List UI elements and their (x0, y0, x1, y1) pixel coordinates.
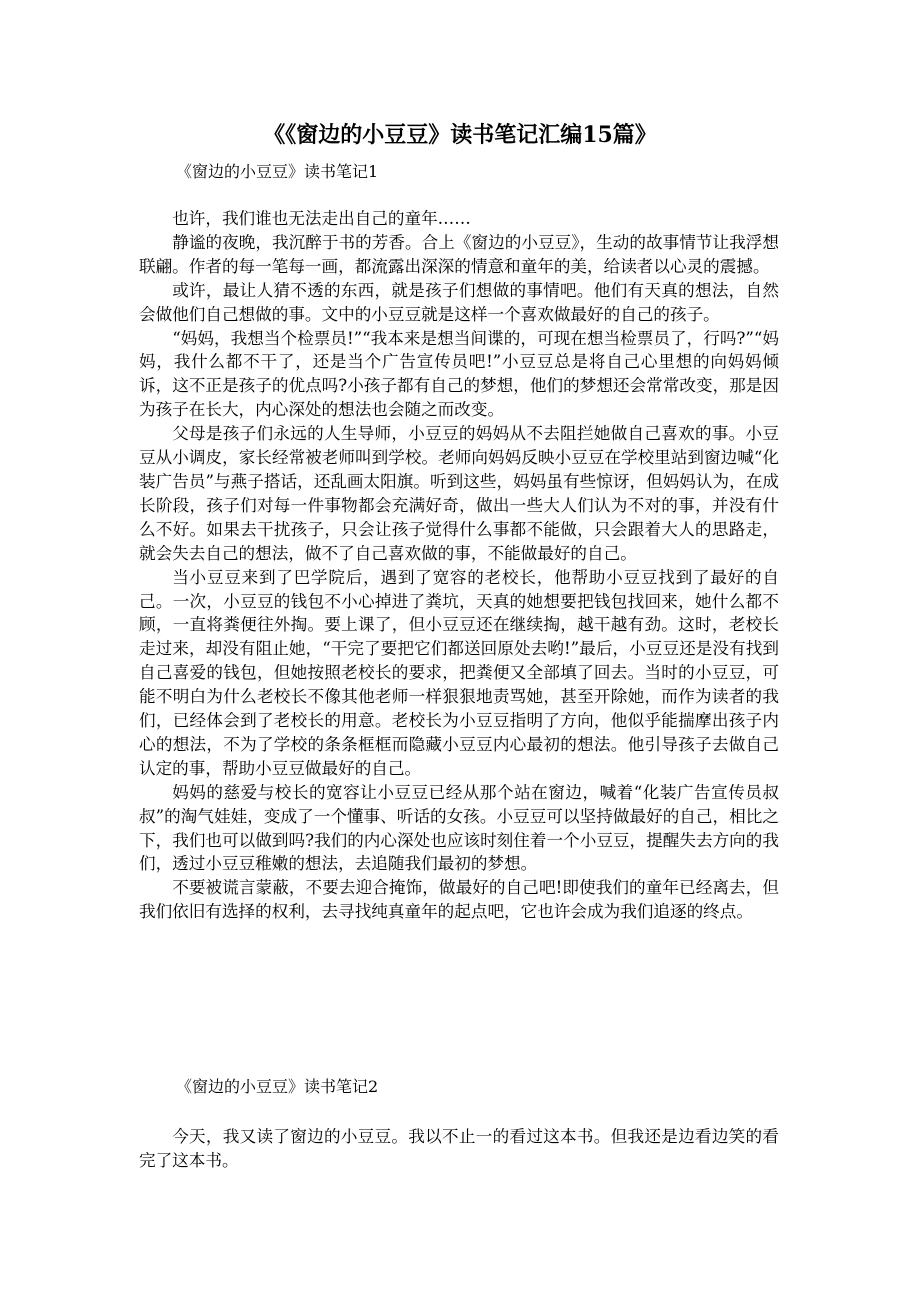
paragraph: 或许，最让人猜不透的东西，就是孩子们想做的事情吧。他们有天真的想法，自然会做他们自己想做的事。文中的小豆豆就是这样一个喜欢做最好的自己的孩子。 (139, 280, 779, 324)
section-heading-1: 《窗边的小豆豆》读书笔记1 (176, 162, 379, 181)
paragraph: 静谧的夜晚，我沉醉于书的芳香。合上《窗边的小豆豆》，生动的故事情节让我浮想联翩。作者的每一笔每一画，都流露出深深的情意和童年的美，给读者以心灵的震撼。 (139, 232, 779, 276)
paragraph: 妈妈的慈爱与校长的宽容让小豆豆已经从那个站在窗边，喊着“化装广告宣传员叔叔”的淘气娃娃，变成了一个懂事、听话的女孩。小豆豆可以坚持做最好的自己，相比之下，我们也可以做到吗?我们的内心深处也应该时刻住着一个小豆豆，提醒失去方向的我们，透过小豆豆稚嫩的想法，去追随我们最初的梦想。 (139, 782, 779, 874)
section-body-2 (139, 1125, 779, 1173)
paragraph: 今天，我又读了窗边的小豆豆。我以不止一的看过这本书。但我还是边看边笑的看完了这本书。 (139, 1127, 779, 1170)
paragraph: “妈妈，我想当个检票员!”“我本来是想当间谍的，可现在想当检票员了，行吗?”“妈妈，我什么都不干了，还是当个广告宣传员吧!”小豆豆总是将自己心里想的向妈妈倾诉，这不正是孩子的优点吗?小孩子都有自己的梦想，他们的梦想还会常常改变，那是因为孩子在长大，内心深处的想法也会随之而改变。 (139, 328, 779, 420)
paragraph: 父母是孩子们永远的人生导师，小豆豆的妈妈从不去阻拦她做自己喜欢的事。小豆豆从小调皮，家长经常被老师叫到学校。老师向妈妈反映小豆豆在学校里站到窗边喊“化装广告员”与燕子搭话，还乱画太阳旗。听到这些，妈妈虽有些惊讶，但妈妈认为，在成长阶段，孩子们对每一件事物都会充满好奇，做出一些大人们认为不对的事，并没有什么不好。如果去干扰孩子，只会让孩子觉得什么事都不能做，只会跟着大人的思路走，就会失去自己的想法，做不了自己喜欢做的事，不能做最好的自己。 (139, 424, 779, 563)
section-heading-2: 《窗边的小豆豆》读书笔记2 (176, 1077, 379, 1096)
section-body-1 (139, 207, 779, 924)
paragraph: 当小豆豆来到了巴学院后，遇到了宽容的老校长，他帮助小豆豆找到了最好的自己。一次，小豆豆的钱包不小心掉进了粪坑，天真的她想要把钱包找回来，她什么都不顾，一直将粪便往外掏。要上课了，但小豆豆还在继续掏，越干越有劲。这时，老校长走过来，却没有阻止她，“干完了要把它们都送回原处去哟!”最后，小豆豆还是没有找到自己喜爱的钱包，但她按照老校长的要求，把粪便又全部填了回去。当时的小豆豆，可能不明白为什么老校长不像其他老师一样狠狠地责骂她，甚至开除她，而作为读者的我们，已经体会到了老校长的用意。老校长为小豆豆指明了方向，他似乎能揣摩出孩子内心的想法，不为了学校的条条框框而隐藏小豆豆内心最初的想法。他引导孩子去做自己认定的事，帮助小豆豆做最好的自己。 (139, 567, 779, 778)
paragraph: 也许，我们谁也无法走出自己的童年…… (172, 209, 471, 228)
document-title: 《《窗边的小豆豆》读书笔记汇编15篇》 (263, 122, 657, 148)
paragraph: 不要被谎言蒙蔽，不要去迎合掩饰，做最好的自己吧!即使我们的童年已经离去，但我们依旧有选择的权利，去寻找纯真童年的起点吧，它也许会成为我们追逐的终点。 (139, 878, 779, 922)
